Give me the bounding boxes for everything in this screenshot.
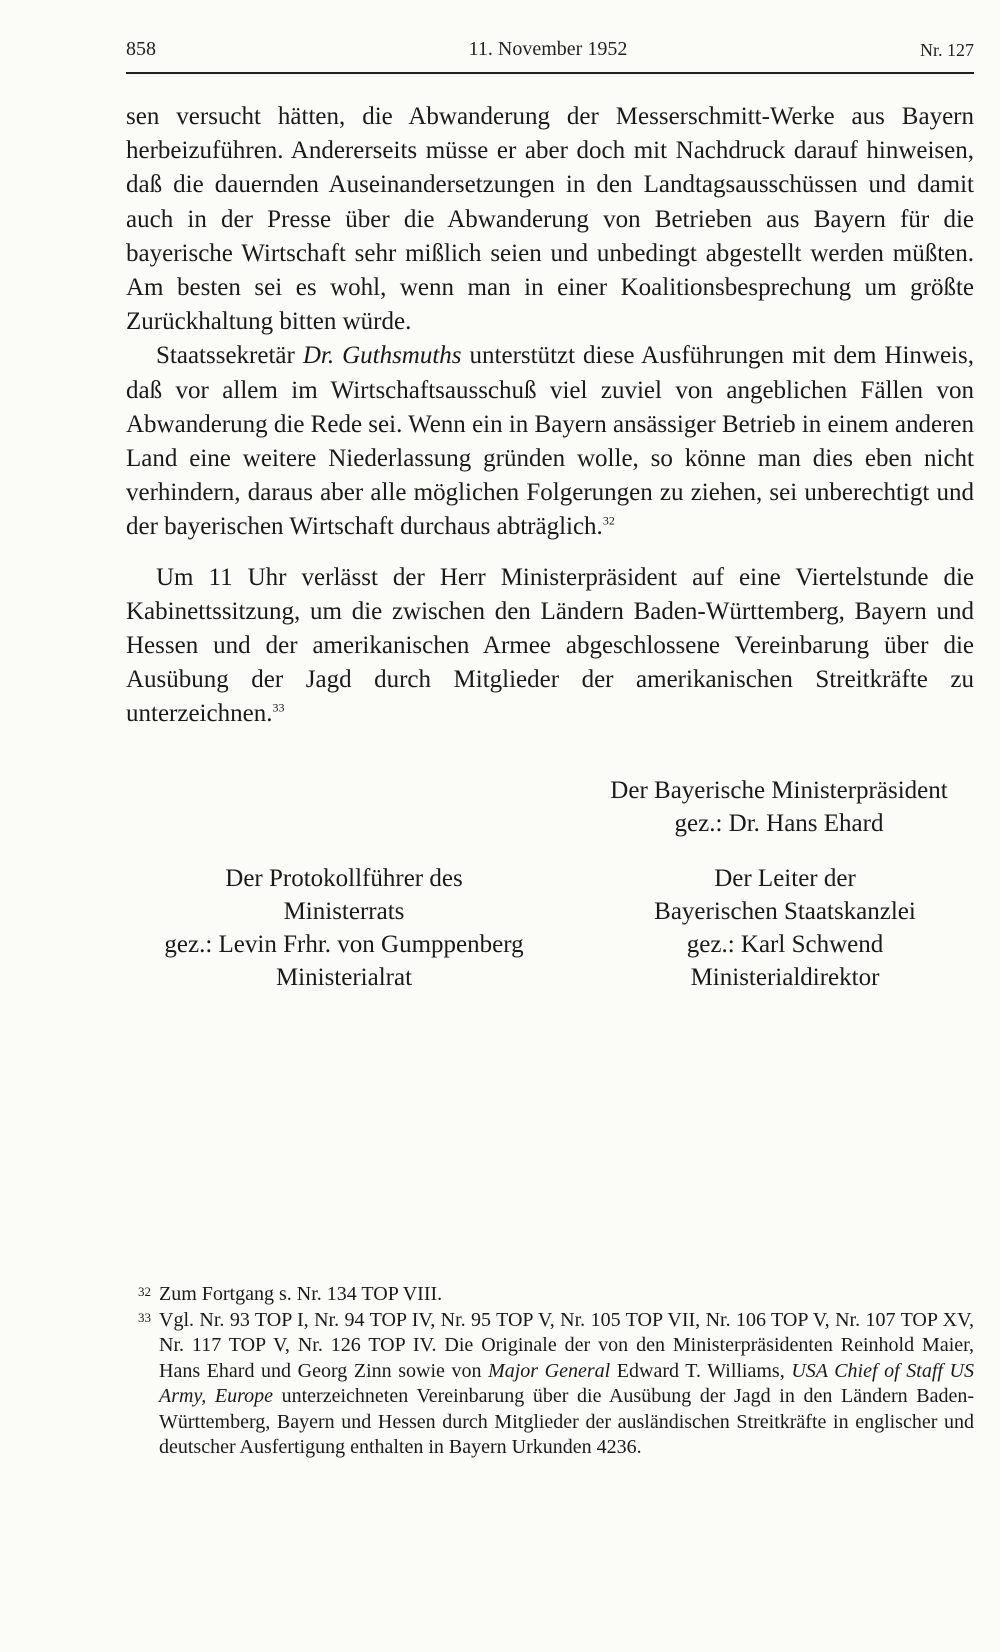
paragraph-3 (126, 561, 974, 732)
running-header (126, 38, 974, 72)
footnote-ref-32: 32 (602, 514, 615, 529)
signature-president (584, 774, 974, 840)
header-rule (126, 72, 974, 74)
military-rank: Major General (488, 1359, 611, 1382)
footnote-text: Vgl. Nr. 93 TOP I, Nr. 94 TOP IV, Nr. 95 TOP V, Nr. 105 TOP VII, Nr. 106 TOP V, Nr. 107 TOP XV, Nr. 117 TOP V, Nr. 126 TOP IV. Die Originale der von den Ministerpräsidenten Reinhold Maier, Hans Ehard und Georg Zinn sowie von (159, 1308, 974, 1382)
signature-chancellery (620, 862, 950, 994)
recorder-title-line-1: Der Protokollführer des (225, 865, 463, 892)
page-number: 858 (126, 38, 156, 60)
footnote-32 (126, 1282, 974, 1308)
chancellery-rank: Ministerialdirektor (690, 964, 880, 991)
paragraph-2 (126, 339, 974, 544)
president-title: Der Bayerische Ministerpräsident (610, 777, 948, 804)
paragraph-2-body: unterstützt diese Ausführungen mit dem Hinweis, daß vor allem im Wirtschaftsausschuß viel zuviel von angeblichen Fällen von Abwanderung die Rede sei. Wenn ein in Bayern ansässiger Betrieb in einem anderen Land eine weitere Niederlassung gründen wolle, so könne man dies eben nicht verhindern, daraus aber alle möglichen Folgerungen zu ziehen, sei unberechtigt und der bayerischen Wirtschaft durchaus abträglich. (126, 342, 974, 541)
person-name-guthsmuths: Dr. Guthsmuths (302, 342, 462, 370)
paragraph-3-body: Um 11 Uhr verlässt der Herr Ministerpräsident auf eine Viertelstunde die Kabinettssitzung, um die zwischen den Ländern Baden-Württemberg, Bayern und Hessen und der amerikanischen Armee abgeschlossene Vereinbarung über die Ausübung der Jagd durch Mitglieder der amerikanischen Streitkräfte zu unterzeichnen. (126, 563, 974, 728)
signature-recorder (126, 862, 562, 994)
footnote-number: 33 (138, 1309, 151, 1325)
footnote-text: Edward T. Williams, (610, 1359, 792, 1382)
chancellery-name: gez.: Karl Schwend (686, 931, 884, 958)
footnote-33 (126, 1308, 974, 1461)
paragraph-2-lead: Staatssekretär (156, 342, 303, 370)
footnote-ref-33: 33 (272, 701, 285, 716)
recorder-rank: Ministerialrat (275, 964, 413, 991)
body-text (126, 100, 974, 732)
chancellery-title-line-2: Bayerischen Staatskanzlei (654, 898, 916, 925)
footnote-text: unterzeichneten Vereinbarung über die Ausübung der Jagd in den Ländern Baden-Württemberg, Bayern und Hessen durch Mitglieder der ausländischen Streitkräfte in englischer und deutscher Ausfertigung enthalten in Bayern Urkunden 4236. (159, 1385, 974, 1458)
footnotes (126, 1282, 974, 1461)
issue-number: Nr. 127 (920, 40, 974, 60)
recorder-name: gez.: Levin Frhr. von Gumppenberg (164, 931, 524, 958)
paragraph-1: sen versucht hätten, die Abwanderung der Messerschmitt-Werke aus Bayern herbeizuführen. Andererseits müsse er aber doch mit Nachdruck darauf hinweisen, daß die dauernden Auseinandersetzungen in den Landtagsausschüssen und damit auch in der Presse über die Abwanderung von Betrieben aus Bayern für die bayerische Wirtschaft sehr mißlich seien und unbedingt abgestellt werden müßten. Am besten sei es wohl, wenn man in einer Koalitionsbesprechung um größte Zurückhaltung bitten würde. (126, 103, 974, 336)
show-through-decoration (120, 760, 126, 787)
chancellery-title-line-1: Der Leiter der (714, 865, 856, 892)
recorder-title-line-2: Ministerrats (283, 898, 405, 925)
president-name: gez.: Dr. Hans Ehard (674, 810, 884, 837)
military-position: USA Chief of Staff US Army, Europe (159, 1359, 974, 1407)
footnote-text: Zum Fortgang s. Nr. 134 TOP VIII. (159, 1283, 443, 1305)
footnote-number: 32 (138, 1284, 151, 1299)
header-date: 11. November 1952 (468, 38, 628, 60)
